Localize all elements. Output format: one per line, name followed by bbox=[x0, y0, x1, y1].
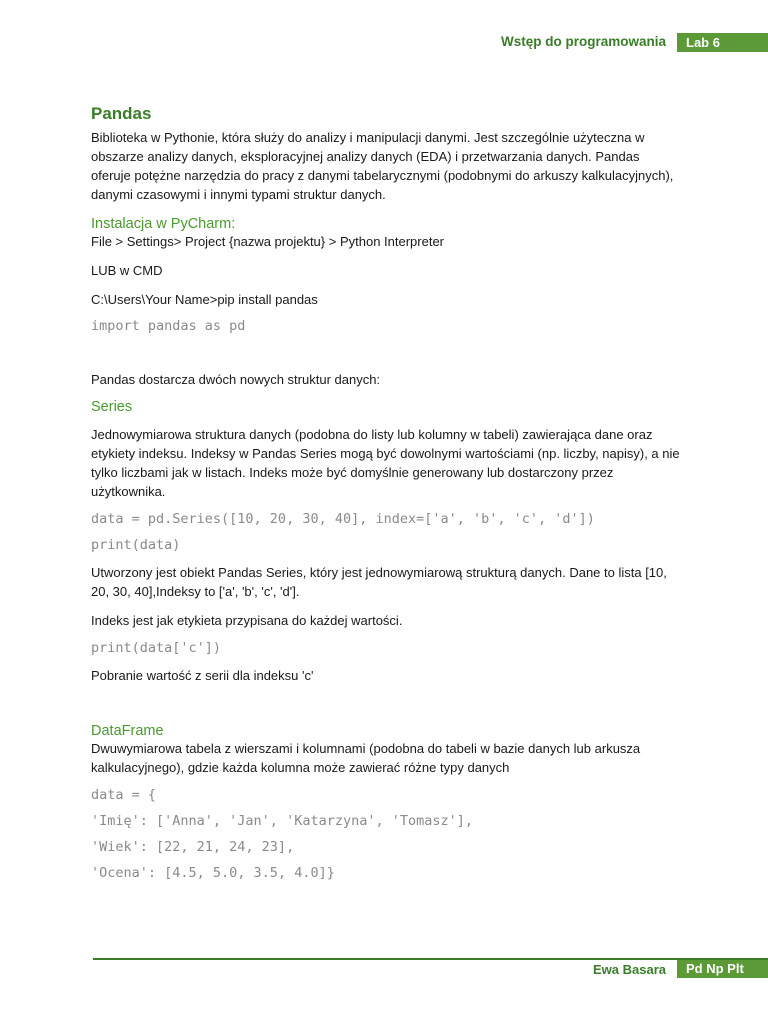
dataframe-code-line: data = { bbox=[91, 787, 157, 803]
install-or: LUB w CMD bbox=[91, 263, 163, 278]
structures-intro: Pandas dostarcza dwóch nowych struktur danych: bbox=[91, 372, 381, 387]
dataframe-code-line: 'Ocena': [4.5, 5.0, 3.5, 4.0]} bbox=[91, 865, 335, 881]
install-path: File > Settings> Project {nazwa projektu} > Python Interpreter bbox=[91, 234, 445, 249]
dataframe-code-line: 'Wiek': [22, 21, 24, 23], bbox=[91, 839, 295, 855]
series-index-note: Indeks jest jak etykieta przypisana do każdej wartości. bbox=[91, 613, 403, 628]
series-lookup-note: Pobranie wartość z serii dla indeksu 'c' bbox=[91, 668, 314, 683]
intro-paragraph: Biblioteka w Pythonie, która służy do analizy i manipulacji danymi. Jest szczególnie użyteczna w obszarze analizy danych, eksploracyjnej analizy danych (EDA) i przetwarzania danych. Pandas oferuje potężne narzędzia do pracy z danymi tabelarycznymi (podobnymi do arkuszy kalkulacyjnych), danymi czasowymi i innymi typami struktur danych. bbox=[91, 130, 674, 202]
header-course-title: Wstęp do programowania bbox=[500, 34, 666, 49]
series-description: Jednowymiarowa struktura danych (podobna do listy lub kolumny w tabeli) zawierająca dane oraz etykiety indeksu. Indeksy w Pandas Series mogą być dowolnymi wartościami (np. liczby, napisy), a nie tylko liczbami jak w listach. Indeks może być domyślnie generowany lub dostarczony przez użytkownika. bbox=[91, 427, 680, 499]
footer-tag-badge: Pd Np Plt bbox=[677, 960, 768, 978]
dataframe-heading: DataFrame bbox=[91, 723, 164, 739]
footer-author: Ewa Basara bbox=[593, 962, 666, 977]
dataframe-code-line: 'Imię': ['Anna', 'Jan', 'Katarzyna', 'Tomasz'], bbox=[91, 813, 474, 829]
series-code-lookup: print(data['c']) bbox=[91, 640, 222, 656]
install-command: C:\Users\Your Name>pip install pandas bbox=[91, 292, 318, 307]
footer-divider bbox=[93, 958, 768, 960]
code-import: import pandas as pd bbox=[91, 318, 246, 334]
document-body bbox=[91, 100, 681, 881]
header-lab-badge: Lab 6 bbox=[677, 33, 768, 52]
series-heading: Series bbox=[91, 399, 133, 415]
page-title: Pandas bbox=[91, 104, 152, 123]
series-explanation: Utworzony jest obiekt Pandas Series, który jest jednowymiarową strukturą danych. Dane to lista [10, 20, 30, 40],Indeksy to ['a', 'b', 'c', 'd']. bbox=[91, 565, 667, 599]
series-code-create: data = pd.Series([10, 20, 30, 40], index=['a', 'b', 'c', 'd']) bbox=[91, 511, 595, 527]
dataframe-description: Dwuwymiarowa tabela z wierszami i kolumnami (podobna do tabeli w bazie danych lub arkusza kalkulacyjnego), gdzie każda kolumna może zawierać różne typy danych bbox=[91, 741, 641, 775]
install-heading: Instalacja w PyCharm: bbox=[91, 216, 236, 232]
series-code-print: print(data) bbox=[91, 537, 181, 553]
